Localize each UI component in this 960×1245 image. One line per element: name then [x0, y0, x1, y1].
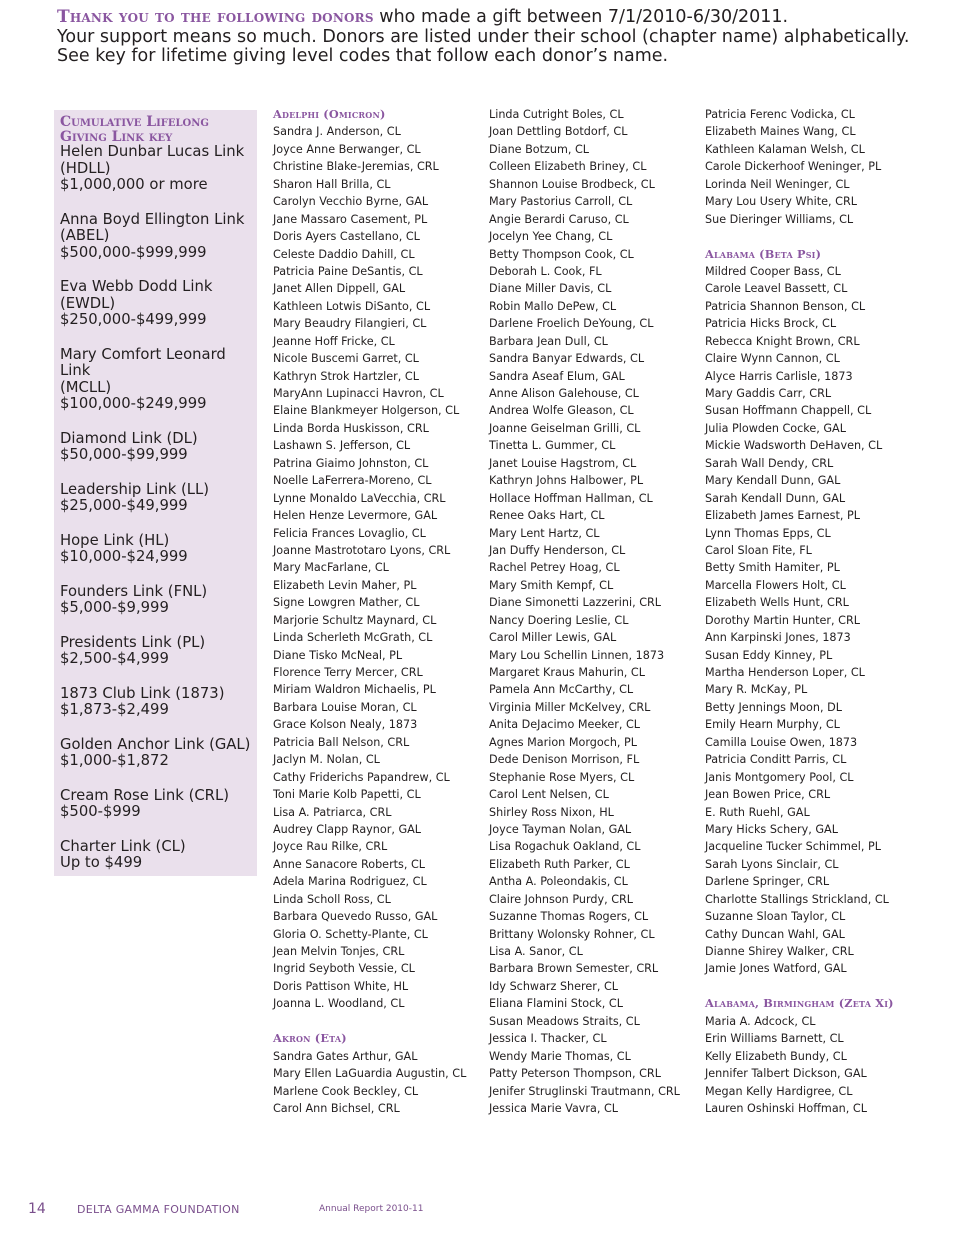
chapter-heading: Adelphi (Omicron)	[273, 107, 386, 121]
donor-entry: Barbara Jean Dull, CL	[489, 334, 608, 348]
donor-entry: Joyce Tayman Nolan, GAL	[489, 822, 632, 836]
donor-entry: Suzanne Thomas Rogers, CL	[489, 910, 649, 924]
donor-entry: Carolyn Vecchio Byrne, GAL	[273, 195, 429, 209]
donor-entry: Sandra Aseaf Elum, GAL	[489, 369, 625, 383]
donor-entry: Betty Smith Hamiter, PL	[705, 561, 840, 575]
donor-entry: Joyce Anne Berwanger, CL	[273, 142, 421, 156]
donor-entry: Kelly Elizabeth Bundy, CL	[705, 1049, 847, 1063]
donor-entry: Marlene Cook Beckley, CL	[273, 1084, 419, 1098]
donor-entry: Idy Schwarz Sherer, CL	[489, 979, 619, 993]
key-entry-range: $50,000-$99,999	[60, 446, 188, 463]
donor-entry: Felicia Frances Lovaglio, CL	[273, 526, 426, 540]
key-entry	[60, 347, 257, 413]
key-entry-name: Leadership Link (LL)	[60, 480, 210, 498]
donor-entry: Diane Miller Davis, CL	[489, 282, 612, 296]
donor-entry: Angie Berardi Caruso, CL	[489, 212, 629, 226]
donor-entry: Kathleen Lotwis DiSanto, CL	[273, 299, 431, 313]
key-entry-range: $1,873-$2,499	[60, 701, 169, 718]
donor-entry: Noelle LaFerrera-Moreno, CL	[273, 474, 432, 488]
donor-entry: Jane Massaro Casement, PL	[273, 212, 428, 226]
section-spacer	[273, 1013, 485, 1030]
donor-entry: Antha A. Poleondakis, CL	[489, 875, 628, 889]
donor-entry: Betty Jennings Moon, DL	[705, 700, 842, 714]
donor-entry: Lynn Thomas Epps, CL	[705, 526, 831, 540]
intro-line-2: Your support means so much. Donors are listed under their school (chapter name) alphabetically.	[57, 26, 910, 47]
donor-entry: Mary Hicks Schery, GAL	[705, 822, 838, 836]
donor-entry: Lisa A. Sanor, CL	[489, 945, 583, 958]
donor-entry: Suzanne Sloan Taylor, CL	[705, 910, 846, 924]
donor-entry: Renee Oaks Hart, CL	[489, 509, 605, 523]
key-entries	[54, 144, 257, 872]
donor-entry: Jeanne Hoff Fricke, CL	[273, 334, 395, 348]
donor-entry: Hollace Hoffman Hallman, CL	[489, 491, 653, 505]
intro-lead: Thank you to the following donors	[57, 7, 374, 27]
key-entry-range: $25,000-$49,999	[60, 497, 188, 514]
donor-entry: Lashawn S. Jefferson, CL	[273, 439, 411, 453]
donor-entry: Susan Hoffmann Chappell, CL	[705, 404, 872, 418]
donor-entry: Robin Mallo DePew, CL	[489, 299, 617, 313]
chapter-heading: Alabama, Birmingham (Zeta Xi)	[705, 996, 894, 1011]
donor-entry: Carol Lent Nelsen, CL	[489, 788, 609, 802]
donor-entry: Virginia Miller McKelvey, CRL	[489, 700, 651, 714]
donor-entry: Celeste Daddio Dahill, CL	[273, 247, 415, 261]
donor-entry: Jean Melvin Tonjes, CRL	[273, 945, 405, 958]
donor-entry: Jaclyn M. Nolan, CL	[273, 753, 380, 767]
key-title	[60, 115, 257, 144]
donor-entry: Mary Ellen LaGuardia Augustin, CL	[273, 1067, 467, 1081]
donor-entry: Gloria O. Schetty-Plante, CL	[273, 927, 428, 941]
donor-entry: Rebecca Knight Brown, CRL	[705, 334, 860, 348]
key-entry-code: (HDLL)	[60, 159, 111, 177]
donor-entry: Joyce Rau Rilke, CRL	[273, 840, 388, 854]
donor-entry: Mary MacFarlane, CL	[273, 561, 389, 575]
key-entry-code: (ABEL)	[60, 227, 110, 244]
donor-entry: Grace Kolson Nealy, 1873	[273, 718, 418, 732]
donor-entry: Signe Lowgren Mather, CL	[273, 596, 420, 610]
donor-entry: Barbara Quevedo Russo, GAL	[273, 910, 438, 924]
donor-entry: Wendy Marie Thomas, CL	[489, 1049, 631, 1063]
donor-entry: Jamie Jones Watford, GAL	[705, 962, 847, 976]
donor-entry: Martha Henderson Loper, CL	[705, 666, 865, 679]
donor-entry: Kathleen Kalaman Welsh, CL	[705, 142, 865, 156]
donor-entry: Audrey Clapp Raynor, GAL	[273, 822, 421, 836]
donor-entry: Emily Hearn Murphy, CL	[705, 718, 840, 732]
donor-entry: Helen Henze Levermore, GAL	[273, 509, 438, 523]
key-entry-name: Mary Comfort Leonard Link	[60, 345, 226, 379]
donor-column-1	[273, 106, 485, 1117]
donor-entry: Patricia Paine DeSantis, CL	[273, 264, 423, 278]
donor-entry: Agnes Marion Morgoch, PL	[489, 735, 637, 749]
donor-entry: Diane Tisko McNeal, PL	[273, 648, 403, 662]
key-entry-name: Diamond Link (DL)	[60, 429, 198, 447]
donor-entry: Charlotte Stallings Strickland, CL	[705, 892, 889, 906]
key-entry-name: Presidents Link (PL)	[60, 633, 206, 651]
key-entry-range: $250,000-$499,999	[60, 311, 207, 328]
donor-entry: Anne Alison Galehouse, CL	[489, 387, 639, 400]
donor-entry: Stephanie Rose Myers, CL	[489, 770, 635, 784]
donor-entry: Linda Cutright Boles, CL	[489, 108, 624, 121]
donor-entry: Joanne Mastrototaro Lyons, CRL	[273, 543, 451, 557]
donor-entry: Carole Leavel Bassett, CL	[705, 282, 848, 296]
donor-entry: Shirley Ross Nixon, HL	[489, 805, 614, 819]
donor-entry: Sarah Lyons Sinclair, CL	[705, 857, 839, 871]
donor-entry: Carol Sloan Fite, FL	[705, 543, 812, 557]
key-entry-range: $500-$999	[60, 803, 141, 820]
donor-entry: Sue Dieringer Williams, CL	[705, 212, 854, 226]
donor-entry: Elaine Blankmeyer Holgerson, CL	[273, 404, 460, 418]
key-entry-name: Golden Anchor Link (GAL)	[60, 735, 251, 753]
donor-entry: Dorothy Martin Hunter, CRL	[705, 613, 860, 627]
donor-entry: Carole Dickerhoof Weninger, PL	[705, 160, 882, 174]
key-entry-name: Eva Webb Dodd Link	[60, 278, 213, 295]
donor-entry: Florence Terry Mercer, CRL	[273, 666, 423, 679]
donor-entry: Mary Gaddis Carr, CRL	[705, 387, 832, 400]
donor-entry: Patricia Conditt Parris, CL	[705, 753, 847, 767]
key-entry-code: (EWDL)	[60, 294, 116, 312]
donor-entry: Joanne Geiselman Grilli, CL	[489, 421, 641, 435]
key-entry	[60, 839, 257, 872]
donor-entry: Nancy Doering Leslie, CL	[489, 613, 629, 627]
donor-entry: Lauren Oshinski Hoffman, CL	[705, 1101, 867, 1115]
donor-entry: Barbara Brown Semester, CRL	[489, 962, 659, 976]
donor-entry: Mary Lou Schellin Linnen, 1873	[489, 648, 665, 662]
donor-entry: Linda Borda Huskisson, CRL	[273, 421, 429, 435]
key-entry-range: $1,000-$1,872	[60, 752, 169, 769]
donor-entry: Elizabeth James Earnest, PL	[705, 509, 860, 523]
donor-entry: Maria A. Adcock, CL	[705, 1014, 816, 1028]
donor-entry: Marjorie Schultz Maynard, CL	[273, 613, 437, 627]
donor-entry: Mildred Cooper Bass, CL	[705, 264, 841, 278]
page-footer	[0, 1201, 960, 1219]
key-entry-range: $500,000-$999,999	[60, 243, 207, 261]
donor-entry: Diane Botzum, CL	[489, 142, 590, 156]
donor-entry: Alyce Harris Carlisle, 1873	[705, 369, 853, 383]
page-number: 14	[28, 1201, 46, 1217]
key-title-line-2: Giving Link key	[60, 128, 173, 145]
donor-entry: Dianne Shirey Walker, CRL	[705, 945, 854, 958]
donor-column-3	[705, 106, 917, 1117]
donor-entry: Claire Wynn Cannon, CL	[705, 352, 840, 366]
donor-entry: Brittany Wolonsky Rohner, CL	[489, 927, 655, 941]
key-entry-range: Up to $499	[60, 854, 143, 871]
key-entry	[60, 584, 257, 617]
donor-entry: Susan Meadows Straits, CL	[489, 1014, 640, 1028]
donor-entry: Patricia Ball Nelson, CRL	[273, 735, 410, 749]
donor-entry: Patricia Hicks Brock, CL	[705, 317, 837, 331]
donor-entry: Ingrid Seyboth Vessie, CL	[273, 962, 415, 976]
key-entry-name: Anna Boyd Ellington Link	[60, 210, 245, 228]
donor-entry: Shannon Louise Brodbeck, CL	[489, 177, 655, 191]
donor-entry: Rachel Petrey Hoag, CL	[489, 561, 620, 575]
donor-entry: Betty Thompson Cook, CL	[489, 247, 634, 261]
donor-entry: Jennifer Talbert Dickson, GAL	[705, 1067, 867, 1081]
donor-entry: Linda Scholl Ross, CL	[273, 892, 391, 906]
donor-entry: Jessica I. Thacker, CL	[489, 1032, 607, 1046]
donor-entry: Lisa Rogachuk Oakland, CL	[489, 840, 641, 854]
donor-entry: Joanna L. Woodland, CL	[273, 997, 405, 1011]
donor-entry: MaryAnn Lupinacci Havron, CL	[273, 387, 444, 400]
donor-entry: Deborah L. Cook, FL	[489, 264, 602, 278]
donor-entry: Mary Lent Hartz, CL	[489, 526, 600, 540]
organization-name: DELTA GAMMA FOUNDATION	[77, 1203, 240, 1216]
donor-entry: Jean Bowen Price, CRL	[705, 788, 831, 802]
donor-entry: Doris Ayers Castellano, CL	[273, 230, 420, 244]
donor-entry: Mary Beaudry Filangieri, CL	[273, 317, 427, 331]
key-entry	[60, 482, 257, 515]
donor-entry: Eliana Flamini Stock, CL	[489, 997, 623, 1011]
donor-entry: Colleen Elizabeth Briney, CL	[489, 160, 647, 174]
donor-entry: Barbara Louise Moran, CL	[273, 700, 417, 714]
key-entry	[60, 279, 257, 329]
donor-entry: Patrina Giaimo Johnston, CL	[273, 456, 429, 470]
donor-entry: Diane Simonetti Lazzerini, CRL	[489, 596, 662, 610]
donor-entry: Sandra Banyar Edwards, CL	[489, 352, 645, 366]
donor-entry: Jan Duffy Henderson, CL	[489, 543, 626, 557]
donor-entry: Kathryn Strok Hartzler, CL	[273, 369, 419, 383]
donor-entry: Sandra Gates Arthur, GAL	[273, 1049, 418, 1063]
key-entry	[60, 686, 257, 719]
donor-entry: Toni Marie Kolb Papetti, CL	[273, 788, 421, 802]
donor-entry: Lorinda Neil Weninger, CL	[705, 177, 850, 191]
donor-entry: Julia Plowden Cocke, GAL	[705, 421, 846, 435]
donor-entry: Cathy Duncan Wahl, GAL	[705, 927, 845, 941]
donor-entry: Anne Sanacore Roberts, CL	[273, 857, 426, 871]
key-entry-code: (MCLL)	[60, 378, 112, 396]
key-entry	[60, 212, 257, 262]
donor-entry: Christine Blake-Jeremias, CRL	[273, 160, 439, 174]
donor-entry: Miriam Waldron Michaelis, PL	[273, 683, 436, 697]
donor-entry: Dede Denison Morrison, FL	[489, 753, 640, 767]
key-entry	[60, 431, 257, 464]
key-entry	[60, 737, 257, 770]
donor-entry: Anita DeJacimo Meeker, CL	[489, 718, 640, 732]
donor-entry: Claire Johnson Purdy, CRL	[489, 892, 634, 906]
donor-entry: Elizabeth Wells Hunt, CRL	[705, 596, 849, 610]
donor-entry: Margaret Kraus Mahurin, CL	[489, 666, 645, 679]
key-entry	[60, 788, 257, 821]
donor-entry: Mary R. McKay, PL	[705, 683, 808, 697]
donor-entry: Elizabeth Levin Maher, PL	[273, 578, 417, 592]
chapter-heading: Alabama (Beta Psi)	[705, 246, 822, 261]
donor-entry: Carol Miller Lewis, GAL	[489, 631, 617, 645]
report-name: Annual Report 2010-11	[319, 1204, 424, 1214]
key-entry-name: Hope Link (HL)	[60, 531, 170, 549]
key-entry-range: $2,500-$4,999	[60, 650, 169, 667]
donor-entry: Nicole Buscemi Garret, CL	[273, 352, 419, 366]
donor-entry: Sarah Kendall Dunn, GAL	[705, 491, 846, 505]
intro-line-1	[57, 8, 937, 28]
key-entry-range: $5,000-$9,999	[60, 599, 169, 616]
giving-level-key	[54, 110, 257, 876]
donor-entry: Jenifer Struglinski Trautmann, CRL	[489, 1084, 680, 1098]
intro-text	[57, 8, 937, 67]
key-entry	[60, 533, 257, 566]
key-entry	[60, 635, 257, 668]
donor-entry: Mary Pastorius Carroll, CL	[489, 195, 633, 209]
donor-entry: Patricia Shannon Benson, CL	[705, 299, 866, 313]
donor-entry: Janet Louise Hagstrom, CL	[489, 456, 637, 470]
donor-entry: Susan Eddy Kinney, PL	[705, 648, 833, 662]
chapter-heading: Akron (Eta)	[273, 1031, 347, 1046]
intro-line-3: See key for lifetime giving level codes that follow each donor’s name.	[57, 46, 669, 66]
donor-entry: Ann Karpinski Jones, 1873	[705, 631, 851, 645]
donor-entry: Andrea Wolfe Gleason, CL	[489, 404, 634, 418]
donor-entry: E. Ruth Ruehl, GAL	[705, 805, 810, 819]
key-entry-name: 1873 Club Link (1873)	[60, 684, 225, 702]
donor-entry: Darlene Springer, CRL	[705, 875, 830, 889]
donor-entry: Elizabeth Maines Wang, CL	[705, 125, 856, 139]
key-entry-range: $1,000,000 or more	[60, 176, 208, 193]
key-entry-name: Founders Link (FNL)	[60, 582, 208, 600]
donor-entry: Lynne Monaldo LaVecchia, CRL	[273, 491, 446, 505]
key-entry-range: $10,000-$24,999	[60, 548, 188, 565]
key-entry-name: Charter Link (CL)	[60, 837, 186, 855]
key-title-line-1: Cumulative Lifelong	[60, 114, 209, 130]
donor-entry: Kathryn Johns Halbower, PL	[489, 474, 644, 488]
donor-entry: Mary Kendall Dunn, GAL	[705, 474, 841, 488]
donor-entry: Tinetta L. Gummer, CL	[489, 439, 616, 453]
donor-column-2	[489, 106, 701, 1117]
donor-entry: Joan Dettling Botdorf, CL	[489, 125, 628, 139]
donor-entry: Sharon Hall Brilla, CL	[273, 177, 391, 191]
key-entry-name: Helen Dunbar Lucas Link	[60, 143, 245, 160]
donor-entry: Patricia Ferenc Vodicka, CL	[705, 108, 855, 121]
donor-entry: Sarah Wall Dendy, CRL	[705, 456, 834, 470]
donor-entry: Lisa A. Patriarca, CRL	[273, 805, 392, 819]
donor-entry: Elizabeth Ruth Parker, CL	[489, 857, 630, 871]
donor-entry: Doris Pattison White, HL	[273, 979, 409, 993]
section-spacer	[705, 978, 917, 995]
donor-entry: Camilla Louise Owen, 1873	[705, 735, 858, 749]
donor-entry: Megan Kelly Hardigree, CL	[705, 1084, 853, 1098]
donor-entry: Darlene Froelich DeYoung, CL	[489, 317, 654, 331]
donor-entry: Mickie Wadsworth DeHaven, CL	[705, 439, 883, 453]
donor-entry: Jessica Marie Vavra, CL	[489, 1101, 619, 1115]
key-entry-name: Cream Rose Link (CRL)	[60, 786, 229, 804]
donor-entry: Janet Allen Dippell, GAL	[273, 282, 406, 296]
donor-entry: Patty Peterson Thompson, CRL	[489, 1067, 661, 1081]
donor-entry: Mary Lou Usery White, CRL	[705, 195, 857, 209]
donor-entry: Jacqueline Tucker Schimmel, PL	[705, 840, 881, 854]
donor-entry: Jocelyn Yee Chang, CL	[489, 230, 613, 244]
donor-entry: Marcella Flowers Holt, CL	[705, 578, 846, 592]
donor-entry: Cathy Friderichs Papandrew, CL	[273, 770, 450, 784]
donor-entry: Janis Montgomery Pool, CL	[705, 770, 854, 784]
donor-entry: Erin Williams Barnett, CL	[705, 1032, 844, 1046]
donor-entry: Mary Smith Kempf, CL	[489, 578, 614, 592]
donor-entry: Carol Ann Bichsel, CRL	[273, 1101, 400, 1115]
section-spacer	[705, 228, 917, 245]
key-entry-range: $100,000-$249,999	[60, 395, 207, 412]
donor-entry: Linda Scherleth McGrath, CL	[273, 631, 433, 645]
intro-line-1-rest: who made a gift between 7/1/2010-6/30/2011.	[373, 7, 789, 27]
key-entry	[60, 144, 257, 194]
donor-entry: Sandra J. Anderson, CL	[273, 125, 401, 139]
donor-entry: Adela Marina Rodriguez, CL	[273, 875, 427, 889]
donor-entry: Pamela Ann McCarthy, CL	[489, 683, 634, 697]
